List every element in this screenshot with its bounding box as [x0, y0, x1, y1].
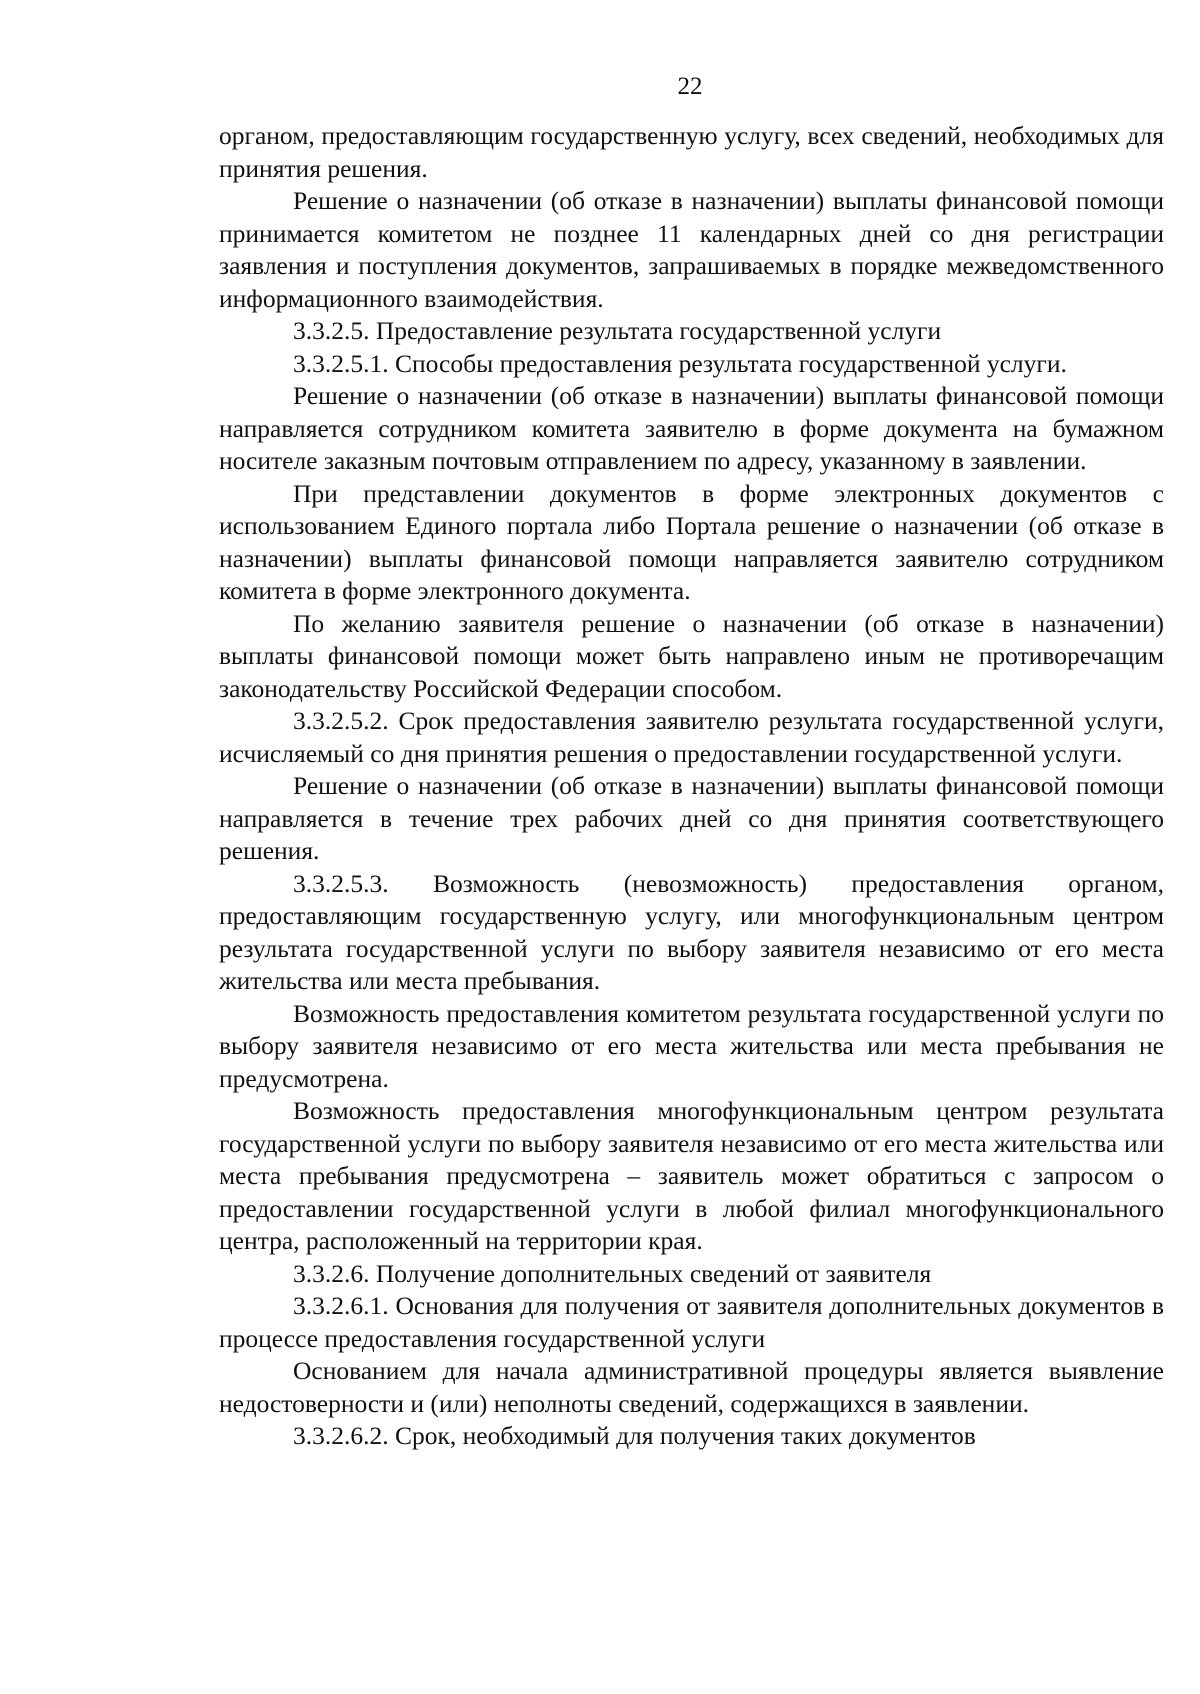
section-heading-3-3-2-6-2: 3.3.2.6.2. Срок, необходимый для получения таких документов [293, 1421, 976, 1450]
document-body [219, 120, 1164, 1453]
section-heading-3-3-2-5-3: 3.3.2.5.3. Возможность (невозможность) предоставления органом, предоставляющим государственную услугу, или многофункциональным центром результата государственной услуги по выбору заявителя независимо от его места жительства или места пребывания. [219, 868, 1164, 995]
section-heading-3-3-2-5-1: 3.3.2.5.1. Способы предоставления результата государственной услуги. [293, 348, 1067, 378]
paragraph-procedure-basis: Основанием для начала административной процедуры является выявление недостоверности и (или) неполноты сведений, содержащихся в заявлении. [219, 1356, 1164, 1418]
section-heading-3-3-2-6-1: 3.3.2.6.1. Основания для получения от заявителя дополнительных документов в процессе предоставления государственной услуги [219, 1291, 1164, 1353]
paragraph-other-method: По желанию заявителя решение о назначении (об отказе в назначении) выплаты финансовой помощи может быть направлено иным не противоречащим законодательству Российской Федерации способом. [219, 608, 1164, 703]
section-heading-3-3-2-6: 3.3.2.6. Получение дополнительных сведений от заявителя [293, 1258, 932, 1288]
paragraph-electronic-delivery: При представлении документов в форме электронных документов с использованием Единого портала либо Портала решение о назначении (об отказе в назначении) выплаты финансовой помощи направляется заявителю сотрудником комитета в форме электронного документа. [219, 478, 1164, 605]
paragraph-committee-not-provided: Возможность предоставления комитетом результата государственной услуги по выбору заявителя независимо от его места жительства или места пребывания не предусмотрена. [219, 998, 1164, 1093]
page-number: 22 [677, 73, 703, 100]
paragraph-mfc-provided: Возможность предоставления многофункциональным центром результата государственной услуги по выбору заявителя независимо от его места жительства или места пребывания предусмотрена – заявитель может обратиться с запросом о предоставлении государственной услуги в любой филиал многофункционального центра, расположенный на территории края. [219, 1096, 1164, 1255]
paragraph-continuation: органом, предоставляющим государственную услугу, всех сведений, необходимых для принятия решения. [219, 121, 1164, 183]
section-heading-3-3-2-5: 3.3.2.5. Предоставление результата государственной услуги [293, 316, 942, 345]
paragraph-paper-delivery: Решение о назначении (об отказе в назначении) выплаты финансовой помощи направляется сотрудником комитета заявителю в форме документа на бумажном носителе заказным почтовым отправлением по адресу, указанному в заявлении. [219, 381, 1164, 475]
section-heading-3-3-2-5-2: 3.3.2.5.2. Срок предоставления заявителю результата государственной услуги, исчисляемый со дня принятия решения о предоставлении государственной услуги. [219, 706, 1164, 768]
paragraph-decision-timing: Решение о назначении (об отказе в назначении) выплаты финансовой помощи принимается комитетом не позднее 11 календарных дней со дня регистрации заявления и поступления документов, запрашиваемых в порядке межведомственного информационного взаимодействия. [219, 186, 1164, 313]
paragraph-delivery-deadline: Решение о назначении (об отказе в назначении) выплаты финансовой помощи направляется в течение трех рабочих дней со дня принятия соответствующего решения. [219, 771, 1164, 865]
